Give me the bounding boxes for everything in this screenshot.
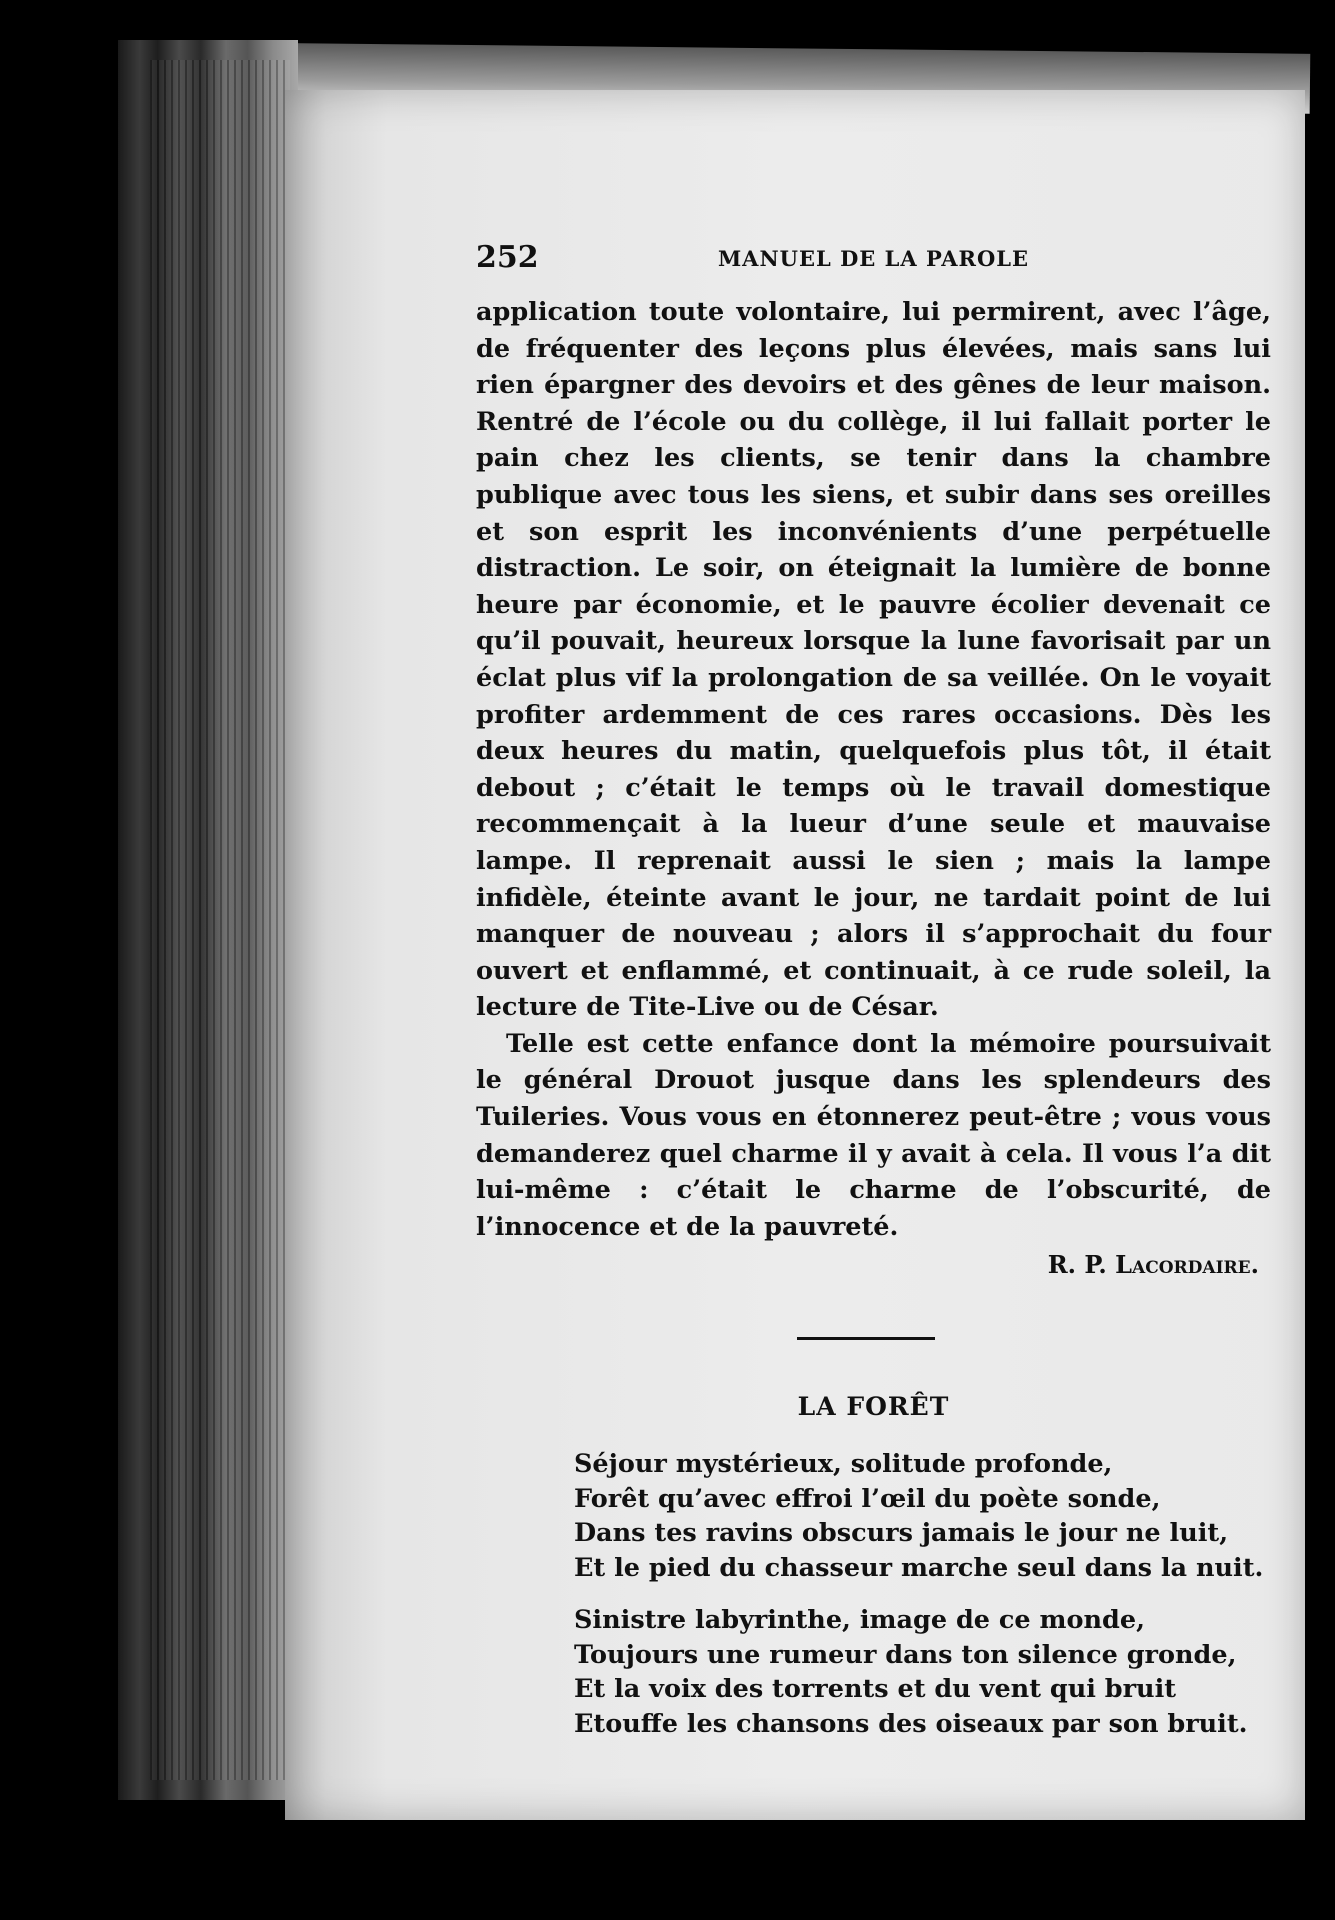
verse-line: Et le pied du chasseur marche seul dans la nuit. [574,1552,1264,1583]
stanza-1 [574,1447,1271,1585]
author-signature: R. P. Lacordaire. [1047,1250,1259,1280]
stanza-2 [574,1603,1271,1741]
paragraph-1: application toute volontaire, lui permirent, avec l’âge, de fréquenter des leçons plus élevées, mais sans lui rien épargner des devoirs et des gênes de leur maison. Rentré de l’école ou du collège, il lui fallait porter le pain chez les clients, se tenir dans la chambre publique avec tous les siens, et subir dans ses oreilles et son esprit les inconvénients d’une perpétuelle distraction. Le soir, on éteignait la lumière de bonne heure par économie, et le pauvre écolier devenait ce qu’il pouvait, heureux lorsque la lune favorisait par un éclat plus vif la prolongation de sa veillée. On le voyait profiter ardemment de ces rares occasions. Dès les deux heures du matin, quelquefois plus tôt, il était debout ; c’était le temps où le travail domestique recommençait à la lueur d’une seule et mauvaise lampe. Il reprenait aussi le sien ; mais la lampe infidèle, éteinte avant le jour, ne tardait point de lui manquer de nouveau ; alors il s’approchait du four ouvert et enflammé, et continuait, à ce rude soleil, la lecture de Tite-Live ou de César. [476,297,1271,1023]
verse-line: Etouffe les chansons des oiseaux par son bruit. [574,1708,1248,1739]
section-divider [797,1337,935,1340]
page-edges [150,60,290,1780]
verse-line: Et la voix des torrents et du vent qui bruit [574,1674,1177,1705]
running-title: MANUEL DE LA PAROLE [717,246,1030,271]
prose-block [476,294,1271,1245]
poem [574,1447,1271,1741]
page-content [476,230,1271,1759]
paragraph-2: Telle est cette enfance dont la mémoire poursuivait le général Drouot jusque dans les splendeurs des Tuileries. Vous vous en étonnerez peut-être ; vous vous demanderez quel charme il y avait à cela. Il vous l’a dit lui-même : c’était le charme de l’obscurité, de l’innocence et de la pauvreté. [476,1028,1271,1242]
verse-line: Dans tes ravins obscurs jamais le jour ne luit, [574,1518,1229,1549]
page-number: 252 [476,240,539,275]
verse-line: Toujours une rumeur dans ton silence gronde, [574,1639,1237,1670]
poem-title: LA FORÊT [797,1392,950,1422]
verse-line: Sinistre labyrinthe, image de ce monde, [574,1605,1145,1636]
verse-line: Séjour mystérieux, solitude profonde, [574,1449,1113,1480]
running-head [476,230,1271,280]
verse-line: Forêt qu’avec effroi l’œil du poète sonde, [574,1483,1161,1514]
